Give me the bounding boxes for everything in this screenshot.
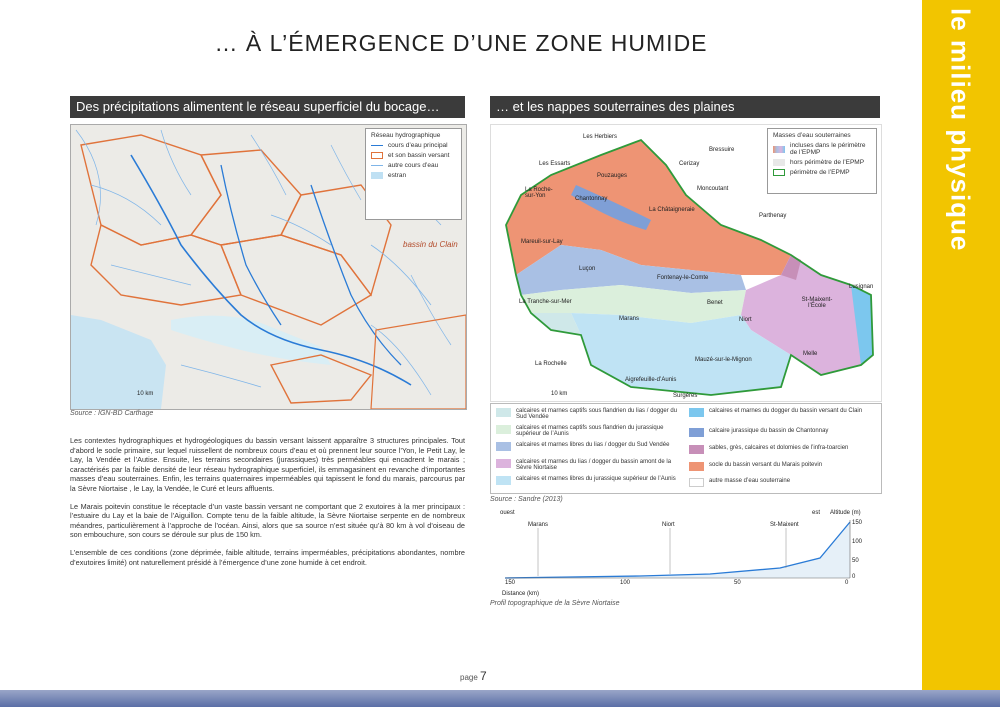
- multi-swatch: [773, 146, 785, 153]
- profile-east-label: est: [812, 510, 821, 516]
- map-label-clain: bassin du Clain: [403, 240, 458, 249]
- paragraph: Les contextes hydrographiques et hydrogéologiques du bassin versant laissent apparaître 3 structures principales. Tout d’abord le socle primaire, sur lequel ruissellent de nombreux cours d’eau et où prennent leur source l’Yon, le Petit Lay, le Lay, la Vendée et l’Autise. Ensuite, les terrains secondaires (jurassiques) très perméables qui encadrent le marais ; caractérisés par la faible densité de leur réseau hydrographique superficiel, ils emmagasinent en revanche d’importantes masses d’eau souterraines. Enfin, les terrains quaternaires imperméables qui tapissent le fond du marais, parcourus par la Sèvre Niortaise , le Lay, la Vendée, le Curé et leurs affluents.: [70, 436, 465, 493]
- place-label: Lusignan: [849, 284, 874, 290]
- hydro-legend-title: Réseau hydrographique: [371, 132, 441, 139]
- map-scale: 10 km: [551, 391, 568, 397]
- place-label: Niort: [739, 317, 752, 323]
- place-label: Les Essarts: [539, 161, 571, 167]
- place-label: Mauzé-sur-le-Mignon: [695, 357, 752, 363]
- hydro-legend-item: cours d’eau principal: [371, 142, 456, 149]
- geology-legend: [490, 403, 882, 494]
- profile-y-tick: 150: [852, 520, 863, 526]
- map-scale: 10 km: [137, 391, 154, 397]
- place-label: La Roche-sur-Yon: [525, 187, 553, 199]
- aquifer-legend-title: Masses d’eau souterraines: [773, 132, 851, 139]
- profile-x-title: Distance (km): [502, 591, 540, 597]
- profile-y-tick: 100: [852, 539, 863, 545]
- profile-y-tick: 0: [852, 574, 856, 580]
- geo-legend-item: calcaires et marnes du dogger du bassin versant du Clain: [689, 408, 879, 417]
- hydro-legend: [365, 128, 462, 220]
- place-label: Mareuil-sur-Lay: [521, 239, 563, 245]
- fill-swatch: [689, 428, 704, 437]
- fill-swatch: [689, 478, 704, 487]
- geo-legend-item: calcaire jurassique du bassin de Chantonnay: [689, 428, 879, 437]
- fill-swatch: [496, 425, 511, 434]
- place-label: St-Maixent-l’École: [801, 297, 833, 309]
- place-label: Marans: [619, 316, 640, 322]
- aquifer-legend-item: hors périmètre de l’EPMP: [773, 159, 871, 166]
- profile-caption: Profil topographique de la Sèvre Niortaise: [490, 600, 620, 607]
- place-label: Cerizay: [679, 161, 700, 167]
- geo-legend-item: calcaires et marnes libres du lias / dogger du Sud Vendée: [496, 442, 686, 451]
- geo-legend-item: calcaires et marnes captifs sous flandrien du jurassique supérieur de l’Aunis: [496, 425, 686, 437]
- profile-west-label: ouest: [500, 510, 515, 516]
- side-title: le milieu physique: [945, 8, 976, 252]
- aquifer-legend-item: périmètre de l’EPMP: [773, 169, 871, 176]
- place-label: Benet: [707, 300, 723, 306]
- fill-swatch: [689, 408, 704, 417]
- page-title: … À L’ÉMERGENCE D’UNE ZONE HUMIDE: [214, 30, 708, 56]
- geo-legend-item: sables, grès, calcaires et dolomies de l’infra-toarcien: [689, 445, 879, 454]
- profile-x-tick: 100: [620, 580, 631, 586]
- hydro-legend-item: autre cours d’eau: [371, 162, 456, 169]
- place-label: Surgères: [673, 393, 698, 399]
- profile-graphic: [500, 508, 863, 590]
- line-swatch: [371, 165, 383, 166]
- paragraph: L’ensemble de ces conditions (zone déprimée, faible altitude, terrains imperméables, précipitations abondantes, nombre d’exutoires limité) ont naturellement présidé à l’émergence d’une zone humide à cet endroit.: [70, 547, 465, 567]
- fill-swatch: [689, 462, 704, 471]
- hydro-legend-item: estran: [371, 172, 456, 179]
- hydro-map: [70, 124, 467, 410]
- profile-place: Marans: [528, 522, 549, 528]
- aquifer-legend: [767, 128, 877, 194]
- fill-swatch: [773, 159, 785, 166]
- profile-place: Niort: [662, 522, 675, 528]
- profile-chart: [500, 508, 863, 590]
- place-label: Pouzauges: [597, 173, 628, 179]
- geo-legend-item: calcaires et marnes du lias / dogger du bassin amont de la Sèvre Niortaise: [496, 459, 686, 471]
- body-text: [70, 436, 465, 575]
- aquifer-map: [490, 124, 882, 402]
- outline-swatch: [773, 169, 785, 176]
- profile-y-title: Altitude (m): [830, 510, 861, 516]
- fill-swatch: [371, 172, 383, 179]
- page-number: page 7: [460, 669, 487, 683]
- line-swatch: [371, 145, 383, 146]
- place-label: Parthenay: [759, 213, 787, 219]
- aquifer-legend-item: incluses dans le périmètre de l’EPMP: [773, 142, 871, 156]
- place-label: Chantonnay: [575, 196, 608, 202]
- right-source: Source : Sandre (2013): [490, 496, 563, 503]
- fill-swatch: [496, 476, 511, 485]
- fill-swatch: [689, 445, 704, 454]
- geo-legend-item: calcaires et marnes captifs sous flandrien du lias / dogger du Sud Vendée: [496, 408, 686, 420]
- place-label: Les Herbiers: [583, 134, 618, 140]
- geo-legend-item: calcaires et marnes libres du jurassique supérieur de l’Aunis: [496, 476, 686, 485]
- left-section-heading: Des précipitations alimentent le réseau superficiel du bocage…: [70, 96, 465, 118]
- profile-x-tick: 0: [845, 580, 849, 586]
- fill-swatch: [496, 408, 511, 417]
- right-section-heading: … et les nappes souterraines des plaines: [490, 96, 880, 118]
- geo-legend-item: socle du bassin versant du Marais poitevin: [689, 462, 879, 471]
- place-label: Bressuire: [709, 147, 735, 153]
- geo-legend-item: autre masse d’eau souterraine: [689, 478, 879, 487]
- hydro-legend-item: et son bassin versant: [371, 152, 456, 159]
- bottom-strip: [0, 690, 1000, 707]
- profile-y-tick: 50: [852, 558, 859, 564]
- place-label: La Rochelle: [535, 361, 567, 367]
- place-label: Fontenay-le-Comte: [657, 275, 709, 281]
- fill-swatch: [496, 442, 511, 451]
- profile-x-tick: 50: [734, 580, 741, 586]
- left-source: Source : IGN-BD Carthage: [70, 410, 154, 417]
- place-label: Moncoutant: [697, 186, 729, 192]
- profile-place: St-Maixent: [770, 522, 799, 528]
- fill-swatch: [496, 459, 511, 468]
- place-label: Luçon: [579, 266, 596, 272]
- place-label: La Tranche-sur-Mer: [519, 299, 572, 305]
- paragraph: Le Marais poitevin constitue le réceptacle d’un vaste bassin versant ne comportant que 2 exutoires à la mer principaux : l’estuaire du Lay et la baie de l’Aiguillon. Compte tenu de la faible altitude, la Sèvre Niortaise serpente en de nombreux méandres, particulièrement à l’approche de l’océan. Ainsi, alors que sa source n’est située qu’à 80 km à vol d’oiseau de son embouchure, son cours se déroule sur plus de 150 km.: [70, 501, 465, 540]
- profile-x-tick: 150: [505, 580, 516, 586]
- place-label: Melle: [803, 351, 818, 357]
- place-label: Aigrefeuille-d’Aunis: [625, 377, 677, 383]
- place-label: La Châtaigneraie: [649, 207, 695, 213]
- outline-swatch: [371, 152, 383, 159]
